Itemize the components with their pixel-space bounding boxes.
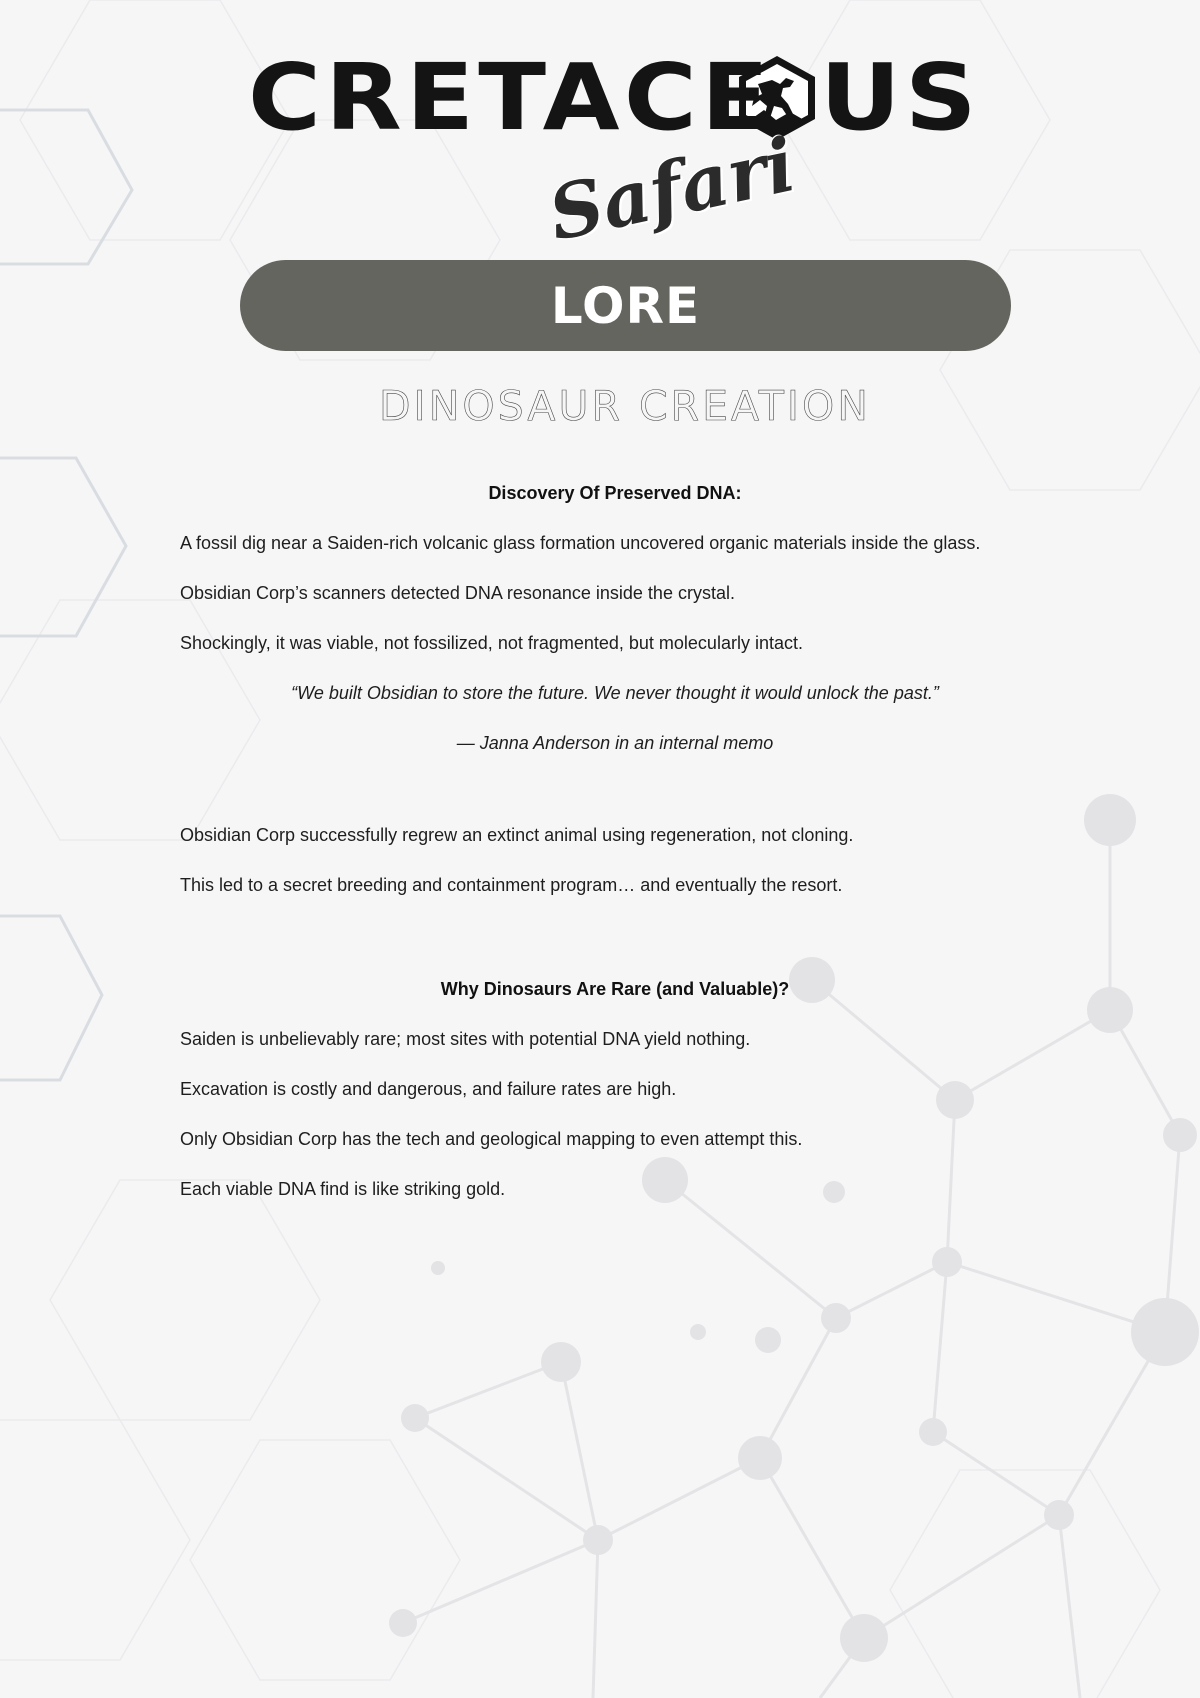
regrowth-line: This led to a secret breeding and containment program… and eventually the resort. bbox=[180, 875, 843, 895]
discovery-line: Obsidian Corp’s scanners detected DNA resonance inside the crystal. bbox=[180, 583, 735, 603]
logo-script-safari: Safari bbox=[541, 122, 803, 258]
discovery-heading: Discovery Of Preserved DNA: bbox=[488, 483, 742, 503]
logo-word-right: US bbox=[820, 44, 982, 151]
rarity-line: Only Obsidian Corp has the tech and geological mapping to even attempt this. bbox=[180, 1129, 803, 1149]
regrowth-line: Obsidian Corp successfully regrew an extinct animal using regeneration, not cloning. bbox=[180, 825, 854, 845]
discovery-line: Shockingly, it was viable, not fossilized, not fragmented, but molecularly intact. bbox=[180, 633, 803, 653]
logo-wordmark bbox=[248, 44, 982, 151]
memo-quote: “We built Obsidian to store the future. We never thought it would unlock the past.” bbox=[291, 683, 939, 703]
lore-banner-label: LORE bbox=[550, 276, 701, 335]
quote-attribution: — Janna Anderson in an internal memo bbox=[456, 733, 774, 753]
section-title bbox=[0, 382, 1200, 430]
rarity-line: Each viable DNA find is like striking gold. bbox=[180, 1179, 506, 1199]
discovery-line: A fossil dig near a Saiden-rich volcanic glass formation uncovered organic materials inside the glass. bbox=[180, 533, 981, 553]
logo-word-left: CRETACE bbox=[248, 44, 774, 151]
section-title-text: DINOSAUR CREATION bbox=[379, 382, 871, 430]
rarity-line: Excavation is costly and dangerous, and failure rates are high. bbox=[180, 1079, 677, 1099]
lore-banner bbox=[240, 260, 1011, 351]
rarity-heading: Why Dinosaurs Are Rare (and Valuable)? bbox=[440, 979, 790, 999]
cretaceous-safari-logo bbox=[248, 44, 982, 258]
rarity-line: Saiden is unbelievably rare; most sites with potential DNA yield nothing. bbox=[180, 1029, 751, 1049]
